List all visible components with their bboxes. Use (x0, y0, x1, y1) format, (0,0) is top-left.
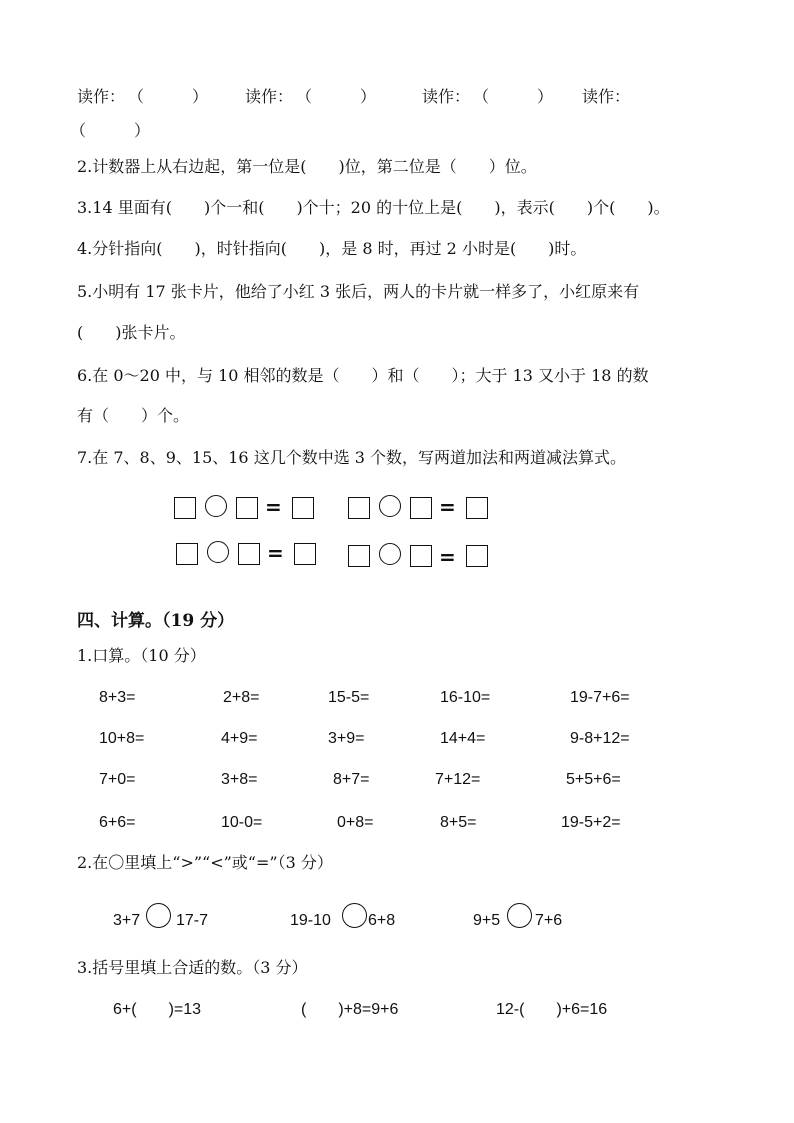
answer-box[interactable] (466, 545, 488, 567)
answer-box[interactable] (294, 543, 316, 565)
operator-circle[interactable] (379, 543, 401, 565)
compare-circle[interactable] (507, 903, 532, 928)
answer-box[interactable] (348, 497, 370, 519)
part-2-title: 2.在〇里填上“>”“<”或“=”（3 分） (77, 853, 333, 872)
read-blank-2[interactable]: （ ） (296, 87, 377, 106)
question-6-line1: 6.在 0～20 中，与 10 相邻的数是（ ）和（ ）；大于 13 又小于 18 的数 (77, 366, 649, 385)
read-label-1: 读作： (77, 87, 126, 106)
oral-item: 14+4= (440, 730, 486, 747)
compare-right: 17-7 (176, 912, 209, 929)
equals-sign: = (439, 545, 456, 569)
equals-sign: = (439, 495, 456, 519)
operator-circle[interactable] (205, 495, 227, 517)
oral-item: 0+8= (337, 814, 374, 831)
oral-item: 6+6= (99, 814, 136, 831)
read-label-4: 读作： (582, 87, 631, 106)
operator-circle[interactable] (207, 541, 229, 563)
answer-box[interactable] (410, 545, 432, 567)
oral-item: 8+7= (333, 771, 370, 788)
oral-item: 10-0= (221, 814, 263, 831)
question-5-line1: 5.小明有 17 张卡片，他给了小红 3 张后，两人的卡片就一样多了，小红原来有 (77, 282, 640, 301)
question-5-line2: ( )张卡片。 (77, 323, 186, 342)
compare-right: 6+8 (368, 912, 396, 929)
oral-item: 8+5= (440, 814, 477, 831)
fill-item-3: 12-( )+6=16 (496, 1001, 608, 1018)
answer-box[interactable] (238, 543, 260, 565)
question-2: 2.计数器上从右边起，第一位是( )位，第二位是（ ）位。 (77, 157, 537, 176)
fill-item-2: ( )+8=9+6 (301, 1001, 399, 1018)
equals-sign: = (267, 541, 284, 565)
section-4-title: 四、计算。（19 分） (77, 611, 235, 631)
read-label-2: 读作： (245, 87, 294, 106)
oral-item: 19-5+2= (561, 814, 621, 831)
oral-item: 5+5+6= (566, 771, 621, 788)
question-4: 4.分针指向( )，时针指向( )，是 8 时，再过 2 小时是( )时。 (77, 239, 587, 258)
oral-item: 7+0= (99, 771, 136, 788)
compare-left: 19-10 (290, 912, 331, 929)
question-7: 7.在 7、8、9、15、16 这几个数中选 3 个数，写两道加法和两道减法算式。 (77, 448, 627, 467)
oral-item: 9-8+12= (570, 730, 630, 747)
operator-circle[interactable] (379, 495, 401, 517)
read-blank-3[interactable]: （ ） (473, 87, 554, 106)
fill-item-1: 6+( )=13 (113, 1001, 202, 1018)
oral-item: 4+9= (221, 730, 258, 747)
oral-item: 3+8= (221, 771, 258, 788)
answer-box[interactable] (174, 497, 196, 519)
answer-box[interactable] (410, 497, 432, 519)
read-blank-1[interactable]: （ ） (128, 87, 209, 106)
oral-item: 7+12= (435, 771, 481, 788)
answer-box[interactable] (466, 497, 488, 519)
question-3: 3.14 里面有( )个一和( )个十；20 的十位上是( )，表示( )个( )。 (77, 198, 670, 217)
oral-item: 19-7+6= (570, 689, 630, 706)
oral-item: 15-5= (328, 689, 370, 706)
part-3-title: 3.括号里填上合适的数。（3 分） (77, 958, 308, 977)
compare-left: 9+5 (473, 912, 501, 929)
compare-right: 7+6 (535, 912, 563, 929)
oral-item: 16-10= (440, 689, 491, 706)
answer-box[interactable] (348, 545, 370, 567)
answer-box[interactable] (236, 497, 258, 519)
answer-box[interactable] (176, 543, 198, 565)
equals-sign: = (265, 495, 282, 519)
answer-box[interactable] (292, 497, 314, 519)
compare-circle[interactable] (342, 903, 367, 928)
oral-item: 3+9= (328, 730, 365, 747)
compare-circle[interactable] (146, 903, 171, 928)
oral-item: 8+3= (99, 689, 136, 706)
oral-item: 2+8= (223, 689, 260, 706)
compare-left: 3+7 (113, 912, 141, 929)
read-blank-4[interactable]: （ ） (70, 121, 151, 140)
part-1-title: 1.口算。（10 分） (77, 646, 206, 665)
question-6-line2: 有（ ）个。 (77, 406, 190, 425)
read-label-3: 读作： (422, 87, 471, 106)
oral-item: 10+8= (99, 730, 145, 747)
